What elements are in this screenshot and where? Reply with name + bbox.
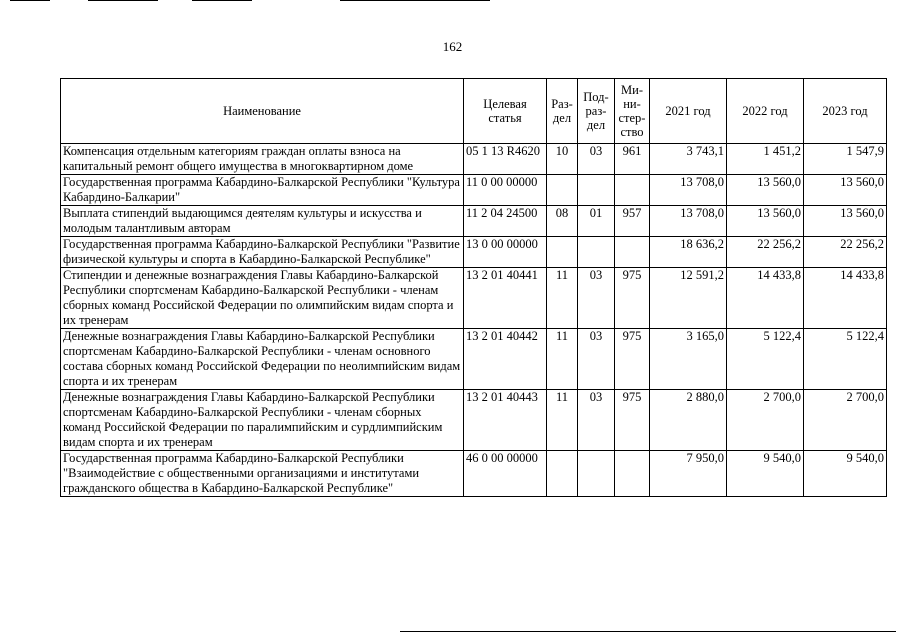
table-row — [61, 237, 887, 268]
cell-subsection: 03 — [578, 329, 615, 390]
cell-2021: 12 591,2 — [650, 268, 727, 329]
header-target: Целевая статья — [464, 79, 547, 144]
table-row — [61, 206, 887, 237]
header-subsection: Под-раз-дел — [578, 79, 615, 144]
top-rule-2 — [88, 0, 158, 1]
cell-2022: 9 540,0 — [727, 451, 804, 497]
cell-target: 13 2 01 40442 — [464, 329, 547, 390]
cell-name: Компенсация отдельным категориям граждан оплаты взноса на капитальный ремонт общего имущества в многоквартирном доме — [61, 144, 464, 175]
cell-section: 08 — [547, 206, 578, 237]
header-2021: 2021 год — [650, 79, 727, 144]
cell-ministry — [615, 237, 650, 268]
cell-2023: 2 700,0 — [804, 390, 887, 451]
table-header — [61, 79, 887, 144]
cell-target: 11 2 04 24500 — [464, 206, 547, 237]
cell-target: 46 0 00 00000 — [464, 451, 547, 497]
cell-ministry: 975 — [615, 390, 650, 451]
cell-2021: 13 708,0 — [650, 175, 727, 206]
cell-subsection — [578, 175, 615, 206]
cell-2023: 22 256,2 — [804, 237, 887, 268]
cell-target: 13 2 01 40441 — [464, 268, 547, 329]
cell-target: 05 1 13 R4620 — [464, 144, 547, 175]
cell-2022: 13 560,0 — [727, 206, 804, 237]
cell-2022: 14 433,8 — [727, 268, 804, 329]
cell-name: Государственная программа Кабардино-Балкарской Республики "Развитие физической культуры и спорта в Кабардино-Балкарской Республике" — [61, 237, 464, 268]
cell-2021: 3 165,0 — [650, 329, 727, 390]
cell-name: Государственная программа Кабардино-Балкарской Республики "Культура Кабардино-Балкарии" — [61, 175, 464, 206]
table-row — [61, 451, 887, 497]
table-row — [61, 144, 887, 175]
cell-subsection: 03 — [578, 268, 615, 329]
table-row — [61, 329, 887, 390]
cell-2021: 13 708,0 — [650, 206, 727, 237]
cell-2022: 1 451,2 — [727, 144, 804, 175]
top-rule-1 — [10, 0, 50, 1]
cell-ministry — [615, 175, 650, 206]
header-section: Раз-дел — [547, 79, 578, 144]
cell-ministry: 957 — [615, 206, 650, 237]
cell-section: 11 — [547, 329, 578, 390]
header-2022: 2022 год — [727, 79, 804, 144]
cell-2021: 2 880,0 — [650, 390, 727, 451]
table-row — [61, 175, 887, 206]
cell-ministry: 975 — [615, 268, 650, 329]
cell-subsection: 01 — [578, 206, 615, 237]
cell-subsection: 03 — [578, 390, 615, 451]
cell-2023: 9 540,0 — [804, 451, 887, 497]
cell-subsection — [578, 451, 615, 497]
cell-target: 13 0 00 00000 — [464, 237, 547, 268]
cell-subsection: 03 — [578, 144, 615, 175]
cell-2023: 13 560,0 — [804, 206, 887, 237]
cell-2022: 13 560,0 — [727, 175, 804, 206]
cell-name: Государственная программа Кабардино-Балкарской Республики "Взаимодействие с общественными организациями и институтами гражданского общества в Кабардино-Балкарской Республике" — [61, 451, 464, 497]
top-rule-3 — [192, 0, 252, 1]
cell-name: Стипендии и денежные вознаграждения Главы Кабардино-Балкарской Республики спортсменам Кабардино-Балкарской Республики - членам сборных команд Российской Федерации по олимпийским видам спорта и их тренерам — [61, 268, 464, 329]
cell-ministry — [615, 451, 650, 497]
cell-section: 11 — [547, 268, 578, 329]
cell-section — [547, 237, 578, 268]
cell-name: Выплата стипендий выдающимся деятелям культуры и искусства и молодым талантливым авторам — [61, 206, 464, 237]
cell-name: Денежные вознаграждения Главы Кабардино-Балкарской Республики спортсменам Кабардино-Балкарской Республики - членам сборных команд Российской Федерации по паралимпийским и сурдлимпийским видам спорта и их тренерам — [61, 390, 464, 451]
cell-ministry: 961 — [615, 144, 650, 175]
header-ministry: Ми-ни-стер-ство — [615, 79, 650, 144]
top-rule-4 — [340, 0, 490, 1]
cell-target: 13 2 01 40443 — [464, 390, 547, 451]
header-2023: 2023 год — [804, 79, 887, 144]
cell-2021: 18 636,2 — [650, 237, 727, 268]
cell-name: Денежные вознаграждения Главы Кабардино-Балкарской Республики спортсменам Кабардино-Балкарской Республики - членам основного состава сборных команд Российской Федерации по неолимпийским видам спорта и их тренерам — [61, 329, 464, 390]
budget-table — [60, 78, 887, 497]
cell-section: 10 — [547, 144, 578, 175]
cell-2023: 13 560,0 — [804, 175, 887, 206]
cell-2023: 5 122,4 — [804, 329, 887, 390]
table-row — [61, 390, 887, 451]
cell-section — [547, 175, 578, 206]
bottom-rule — [400, 631, 896, 632]
cell-2021: 7 950,0 — [650, 451, 727, 497]
cell-2022: 5 122,4 — [727, 329, 804, 390]
header-name: Наименование — [61, 79, 464, 144]
page-number: 162 — [442, 39, 463, 54]
cell-subsection — [578, 237, 615, 268]
cell-2023: 14 433,8 — [804, 268, 887, 329]
cell-2022: 2 700,0 — [727, 390, 804, 451]
cell-section — [547, 451, 578, 497]
cell-2022: 22 256,2 — [727, 237, 804, 268]
cell-section: 11 — [547, 390, 578, 451]
cell-target: 11 0 00 00000 — [464, 175, 547, 206]
table-row — [61, 268, 887, 329]
cell-ministry: 975 — [615, 329, 650, 390]
cell-2023: 1 547,9 — [804, 144, 887, 175]
cell-2021: 3 743,1 — [650, 144, 727, 175]
